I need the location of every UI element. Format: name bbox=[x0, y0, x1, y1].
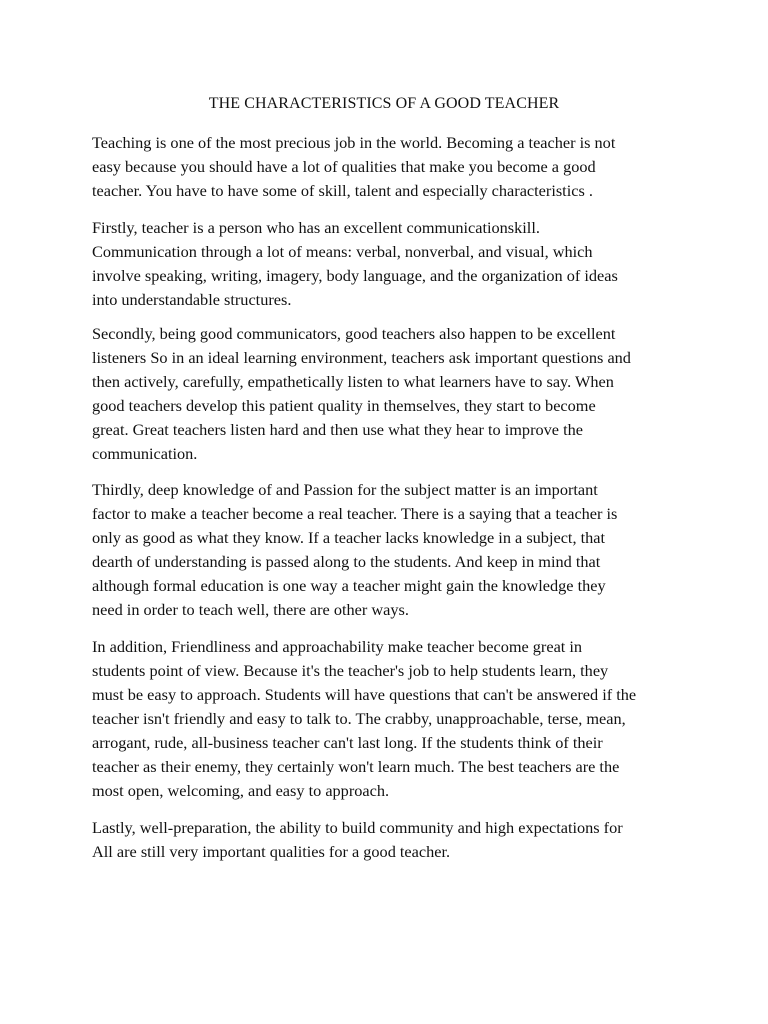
text-line: only as good as what they know. If a teacher lacks knowledge in a subject, that bbox=[92, 528, 606, 547]
text-line: teacher isn't friendly and easy to talk to. The crabby, unapproachable, terse, mean, bbox=[92, 709, 626, 728]
text-line: although formal education is one way a teacher might gain the knowledge they bbox=[92, 576, 606, 595]
text-line: Secondly, being good communicators, good teachers also happen to be excellent bbox=[92, 324, 616, 343]
text-line: great. Great teachers listen hard and then use what they hear to improve the bbox=[92, 420, 583, 439]
text-line: Teaching is one of the most precious job in the world. Becoming a teacher is not bbox=[92, 133, 616, 152]
text-line: dearth of understanding is passed along to the students. And keep in mind that bbox=[92, 552, 601, 571]
text-line: students point of view. Because it's the teacher's job to help students learn, they bbox=[92, 661, 609, 680]
text-line: All are still very important qualities for a good teacher. bbox=[92, 842, 451, 861]
paragraph-intro bbox=[92, 131, 615, 203]
text-line: factor to make a teacher become a real teacher. There is a saying that a teacher is bbox=[92, 504, 618, 523]
text-line: teacher. You have to have some of skill, talent and especially characteristics . bbox=[92, 181, 593, 200]
text-line: easy because you should have a lot of qualities that make you become a good bbox=[92, 157, 596, 176]
text-line: listeners So in an ideal learning environment, teachers ask important questions and bbox=[92, 348, 631, 367]
text-line: In addition, Friendliness and approachability make teacher become great in bbox=[92, 637, 583, 656]
text-line: Communication through a lot of means: verbal, nonverbal, and visual, which bbox=[92, 242, 593, 261]
text-line: into understandable structures. bbox=[92, 290, 292, 309]
text-line: most open, welcoming, and easy to approach. bbox=[92, 781, 390, 800]
paragraph-lastly bbox=[92, 816, 623, 864]
text-line: Firstly, teacher is a person who has an excellent communicationskill. bbox=[92, 218, 540, 237]
text-line: Lastly, well-preparation, the ability to build community and high expectations for bbox=[92, 818, 623, 837]
text-line: involve speaking, writing, imagery, body language, and the organization of ideas bbox=[92, 266, 618, 285]
text-line: communication. bbox=[92, 444, 198, 463]
text-line: teacher as their enemy, they certainly won't learn much. The best teachers are the bbox=[92, 757, 620, 776]
paragraph-secondly bbox=[92, 322, 631, 466]
text-line: must be easy to approach. Students will have questions that can't be answered if the bbox=[92, 685, 637, 704]
text-line: arrogant, rude, all-business teacher can't last long. If the students think of their bbox=[92, 733, 603, 752]
text-line: Thirdly, deep knowledge of and Passion for the subject matter is an important bbox=[92, 480, 598, 499]
text-line: need in order to teach well, there are other ways. bbox=[92, 600, 409, 619]
paragraph-in-addition bbox=[92, 635, 636, 803]
document-title: THE CHARACTERISTICS OF A GOOD TEACHER bbox=[208, 95, 560, 112]
text-line: good teachers develop this patient quality in themselves, they start to become bbox=[92, 396, 596, 415]
text-line: then actively, carefully, empathetically listen to what learners have to say. When bbox=[92, 372, 614, 391]
paragraph-firstly bbox=[92, 216, 618, 312]
paragraph-thirdly bbox=[92, 478, 617, 622]
